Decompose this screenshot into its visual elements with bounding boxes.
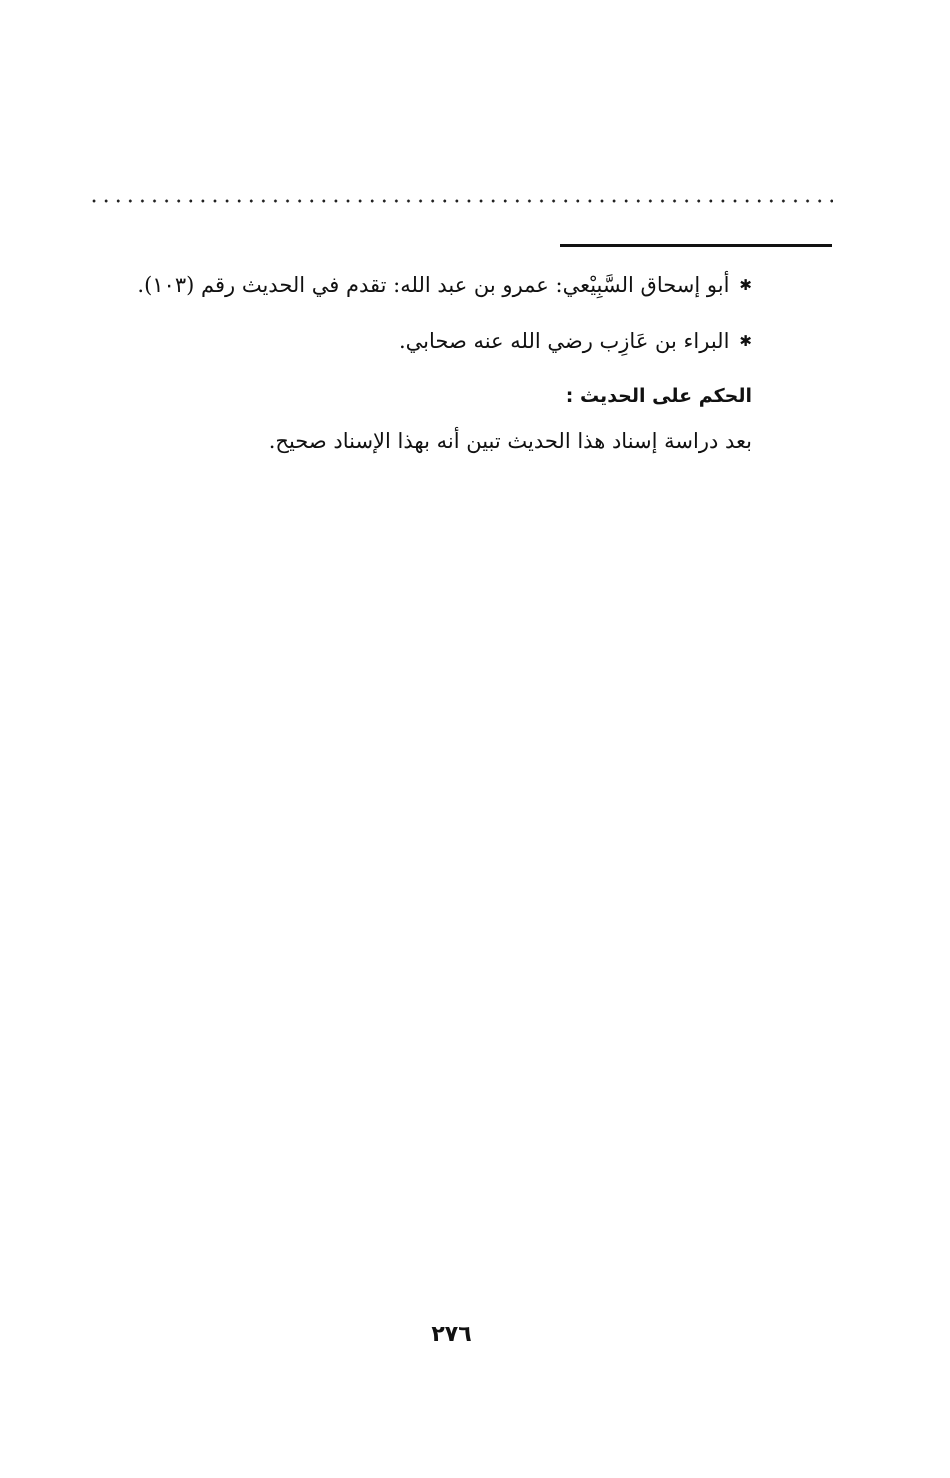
asterisk-icon: ✱ [739,276,752,294]
narrator-entry [137,270,752,300]
narrator-entry [399,326,752,356]
dotted-separator [88,195,833,207]
page-number: ٢٧٦ [431,1322,472,1347]
footnote-rule [560,244,832,247]
asterisk-icon: ✱ [739,332,752,350]
ruling-text: بعد دراسة إسناد هذا الحديث تبين أنه بهذا الإسناد صحيح. [268,429,752,453]
narrator-entry-text: أبو إسحاق السَّبِيْعي: عمرو بن عبد الله: تقدم في الحديث رقم (١٠٣). [137,273,730,297]
ruling-heading: الحكم على الحديث : [565,385,752,407]
narrator-entry-text: البراء بن عَازِب رضي الله عنه صحابي. [398,329,730,353]
